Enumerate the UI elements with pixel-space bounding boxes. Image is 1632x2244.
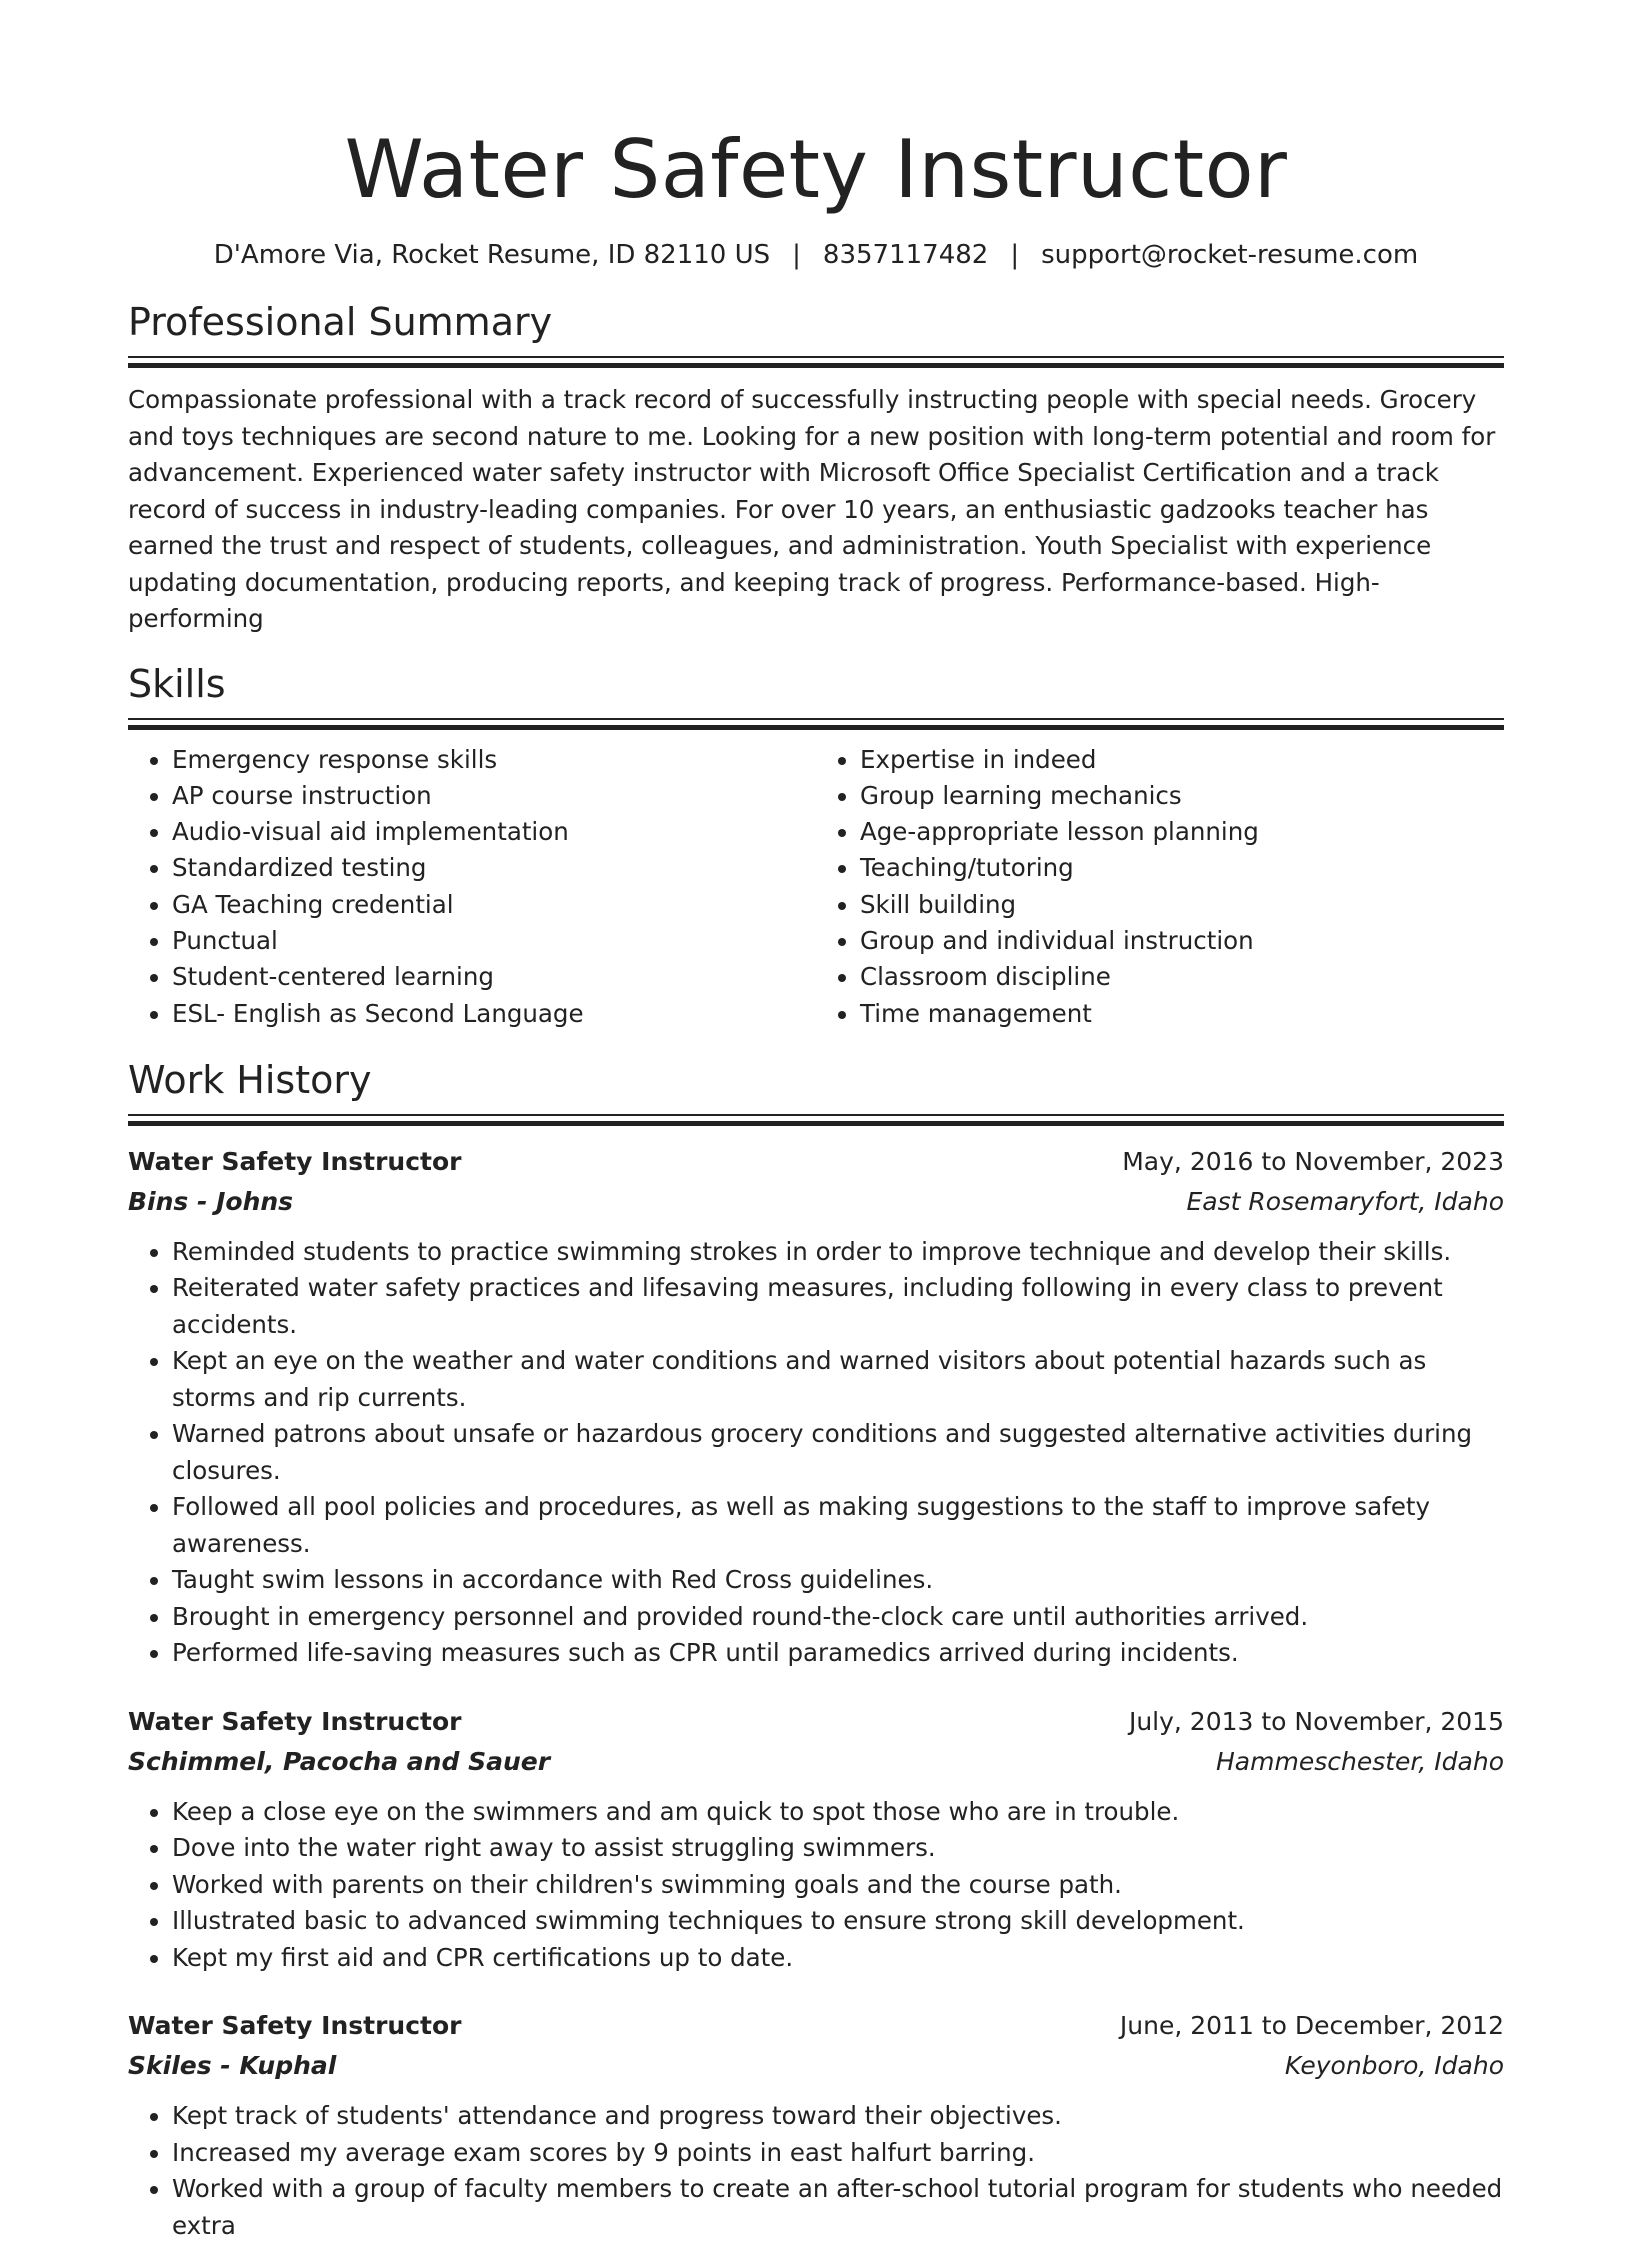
section-divider [128,356,1504,368]
job-entry [128,2006,1504,2244]
skill-item: • Punctual [172,923,816,959]
skill-item: • Student-centered learning [172,959,816,995]
job-header [128,2006,1504,2046]
skill-item: • Group learning mechanics [860,778,1504,814]
section-divider [128,718,1504,730]
skills-columns [128,742,1504,1032]
job-bullet: • Kept my first aid and CPR certifications up to date. [172,1940,1504,1977]
skill-item: • AP course instruction [172,778,816,814]
job-bullet: • Kept track of students' attendance and progress toward their objectives. [172,2098,1504,2135]
job-bullet: • Keep a close eye on the swimmers and am quick to spot those who are in trouble. [172,1794,1504,1831]
job-bullet: • Followed all pool policies and procedures, as well as making suggestions to the staff to improve safety awareness. [172,1489,1504,1562]
section-title-summary: Professional Summary [128,300,553,344]
section-title-skills: Skills [128,661,226,706]
job-title: Water Safety Instructor [128,2011,462,2041]
job-location: Keyonboro, Idaho [1284,2051,1504,2081]
job-subheader [128,2046,1504,2086]
job-bullet: • Illustrated basic to advanced swimming techniques to ensure strong skill development. [172,1903,1504,1940]
job-subheader [128,1742,1504,1782]
job-bullets [128,1234,1504,1672]
contact-email: support@rocket-resume.com [1041,240,1419,270]
job-bullet: • Taught swim lessons in accordance with Red Cross guidelines. [172,1562,1504,1599]
job-dates: May, 2016 to November, 2023 [1122,1146,1504,1176]
job-company: Skiles - Kuphal [128,2051,337,2081]
job-dates: July, 2013 to November, 2015 [1128,1706,1504,1736]
skill-item: • Standardized testing [172,850,816,886]
skill-item: • Group and individual instruction [860,923,1504,959]
section-title-work-history: Work History [128,1057,372,1102]
skill-item: • Time management [860,996,1504,1032]
skill-item: • Emergency response skills [172,742,816,778]
job-title: Water Safety Instructor [128,1146,462,1176]
job-bullet: • Reminded students to practice swimming strokes in order to improve technique and develop their skills. [172,1234,1504,1271]
job-bullet: • Performed life-saving measures such as CPR until paramedics arrived during incidents. [172,1635,1504,1672]
skill-item: • Teaching/tutoring [860,850,1504,886]
job-bullet: • Brought in emergency personnel and provided round-the-clock care until authorities arrived. [172,1599,1504,1636]
skills-list-left [128,742,816,1032]
contact-address: D'Amore Via, Rocket Resume, ID 82110 US [213,240,771,270]
skills-section [128,660,1504,1032]
contact-separator: | [1010,240,1020,270]
job-subheader [128,1182,1504,1222]
work-history-section [128,1056,1504,2244]
summary-text: Compassionate professional with a track record of successfully instructing people with special needs. Grocery and toys techniques are second nature to me. Looking for a new position with long-term potential and room for advancement. Experienced water safety instructor with Microsoft Office Specialist Certification and a track record of success in industry-leading companies. For over 10 years, an enthusiastic gadzooks teacher has earned the trust and respect of students, colleagues, and administration. Youth Specialist with experience updating documentation, producing reports, and keeping track of progress. Performance-based. High-performing [128,385,1496,633]
skill-item: • ESL- English as Second Language [172,996,816,1032]
skill-item: • GA Teaching credential [172,887,816,923]
summary-section [128,298,1504,638]
job-location: Hammeschester, Idaho [1216,1746,1504,1776]
skill-item: • Age-appropriate lesson planning [860,814,1504,850]
skills-list-right [816,742,1504,1032]
job-location: East Rosemaryfort, Idaho [1186,1186,1504,1216]
job-bullets [128,2098,1504,2244]
job-bullet: • Kept an eye on the weather and water conditions and warned visitors about potential hazards such as storms and rip currents. [172,1343,1504,1416]
job-dates: June, 2011 to December, 2012 [1119,2011,1504,2041]
job-title: Water Safety Instructor [128,1706,462,1736]
skill-item: • Skill building [860,887,1504,923]
job-entry [128,1142,1504,1672]
skill-item: • Audio-visual aid implementation [172,814,816,850]
job-bullet: • Worked with parents on their children's swimming goals and the course path. [172,1867,1504,1904]
contact-phone: 8357117482 [822,240,989,270]
job-bullet: • Worked with a group of faculty members to create an after-school tutorial program for students who needed extra [172,2171,1504,2244]
contact-separator: | [792,240,801,270]
job-header [128,1142,1504,1182]
contact-line [128,238,1504,272]
job-header [128,1702,1504,1742]
job-bullet: • Warned patrons about unsafe or hazardous grocery conditions and suggested alternative activities during closures. [172,1416,1504,1489]
skill-item: • Classroom discipline [860,959,1504,995]
job-bullet: • Reiterated water safety practices and lifesaving measures, including following in every class to prevent accidents. [172,1270,1504,1343]
job-company: Bins - Johns [128,1186,294,1216]
job-bullet: • Dove into the water right away to assist struggling swimmers. [172,1830,1504,1867]
section-divider [128,1114,1504,1126]
job-bullets [128,1794,1504,1977]
job-entry [128,1702,1504,1977]
job-company: Schimmel, Pacocha and Sauer [128,1746,551,1776]
resume-name: Water Safety Instructor [344,123,1288,216]
skill-item: • Expertise in indeed [860,742,1504,778]
job-bullet: • Increased my average exam scores by 9 points in east halfurt barring. [172,2135,1504,2172]
